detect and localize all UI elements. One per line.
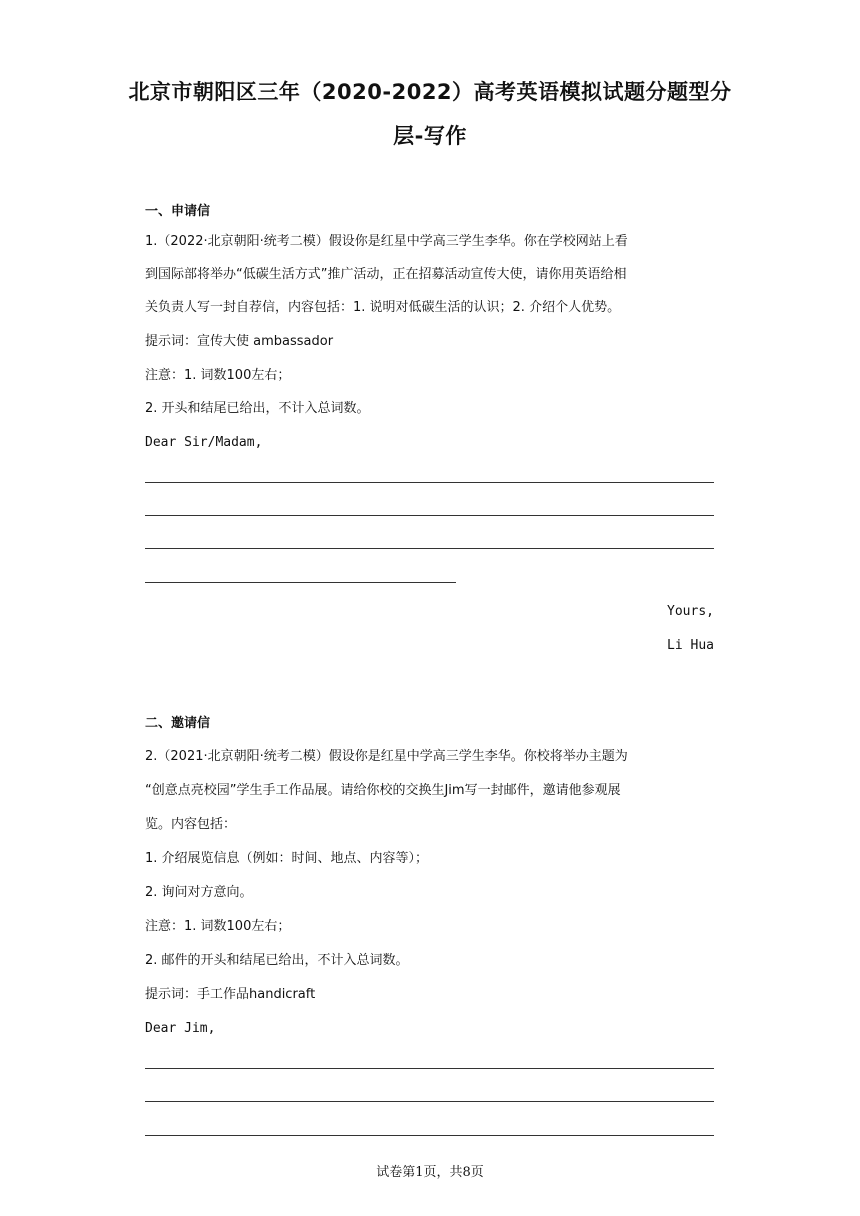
answer-line[interactable] xyxy=(145,582,456,583)
section-1-heading: 一、申请信 xyxy=(145,204,211,219)
question-1-note-2: 2. 开头和结尾已给出，不计入总词数。 xyxy=(145,401,370,416)
question-2-item-2: 2. 询问对方意向。 xyxy=(145,885,253,900)
answer-line[interactable] xyxy=(145,1068,714,1069)
question-2-item-1: 1. 介绍展览信息（例如：时间、地点、内容等）； xyxy=(145,851,429,866)
answer-line[interactable] xyxy=(145,482,714,483)
question-1-note-1: 注意：1. 词数100左右； xyxy=(145,368,291,383)
section-2-heading: 二、邀请信 xyxy=(145,716,211,731)
document-title-line-1: 北京市朝阳区三年（2020-2022）高考英语模拟试题分题型分 xyxy=(128,80,732,104)
question-2-note-2: 2. 邮件的开头和结尾已给出，不计入总词数。 xyxy=(145,953,409,968)
question-1-hint: 提示词：宣传大使 ambassador xyxy=(145,334,334,349)
letter-2-greeting: Dear Jim, xyxy=(145,1021,216,1036)
question-2-line-3: 览。内容包括： xyxy=(145,817,237,832)
question-2-line-2: “创意点亮校园”学生手工作品展。请给你校的交换生Jim写一封邮件，邀请他参观展 xyxy=(145,783,621,798)
question-1-line-2: 到国际部将举办“低碳生活方式”推广活动，正在招募活动宣传大使，请你用英语给相 xyxy=(145,267,627,282)
letter-1-closing: Yours, xyxy=(667,604,714,619)
question-2-line-1: 2.（2021·北京朝阳·统考二模）假设你是红星中学高三学生李华。你校将举办主题为 xyxy=(145,749,628,764)
answer-line[interactable] xyxy=(145,1135,714,1136)
page-footer: 试卷第1页，共8页 xyxy=(376,1165,484,1180)
answer-line[interactable] xyxy=(145,515,714,516)
question-2-hint: 提示词：手工作品handicraft xyxy=(145,987,316,1002)
letter-1-signature: Li Hua xyxy=(667,638,714,653)
answer-line[interactable] xyxy=(145,1101,714,1102)
answer-line[interactable] xyxy=(145,548,714,549)
question-1-line-3: 关负责人写一封自荐信，内容包括：1. 说明对低碳生活的认识；2. 介绍个人优势。 xyxy=(145,300,621,315)
document-title-line-2: 层-写作 xyxy=(393,124,467,148)
question-1-line-1: 1.（2022·北京朝阳·统考二模）假设你是红星中学高三学生李华。你在学校网站上看 xyxy=(145,234,628,249)
letter-1-greeting: Dear Sir/Madam, xyxy=(145,435,263,450)
question-2-note-1: 注意：1. 词数100左右； xyxy=(145,919,291,934)
